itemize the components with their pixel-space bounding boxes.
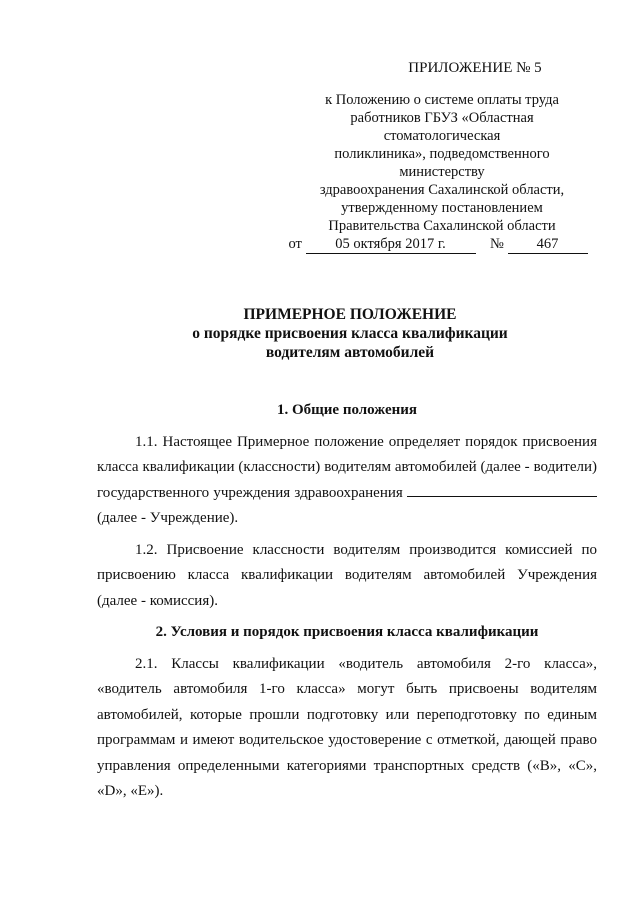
appendix-block bbox=[288, 60, 600, 254]
appendix-line: поликлиника», подведомственного министерству bbox=[334, 146, 550, 180]
document-title bbox=[0, 305, 640, 362]
paragraph-1-1-tail: (далее - Учреждение). bbox=[97, 510, 239, 526]
appendix-line: Правительства Сахалинской области bbox=[328, 218, 556, 234]
title-line-2: о порядке присвоения класса квалификации bbox=[192, 325, 508, 342]
appendix-line: работников ГБУЗ «Областная стоматологическая bbox=[350, 110, 534, 144]
blank-fill-line bbox=[407, 482, 597, 497]
number-prefix: № bbox=[490, 236, 504, 252]
appendix-line: к Положению о системе оплаты труда bbox=[325, 92, 559, 108]
paragraph-1-2: 1.2. Присвоение классности водителям производится комиссией по присвоению класса квалификации водителям автомобилей Учреждения (далее - комиссия). bbox=[97, 541, 597, 609]
number-value: 467 bbox=[508, 235, 588, 254]
paragraph-1-1 bbox=[97, 430, 597, 532]
section-2-heading: 2. Условия и порядок присвоения класса квалификации bbox=[155, 624, 539, 640]
appendix-line: утвержденному постановлением bbox=[341, 200, 543, 216]
paragraph-2-1: 2.1. Классы квалификации «водитель автомобиля 2-го класса», «водитель автомобиля 1-го класса» могут быть присвоены водителям автомобилей, которые прошли подготовку или переподготовку по единым программам и имеют водительское удостоверение с отметкой, дающей право управления определенными категориями транспортных средств («B», «C», «D», «E»). bbox=[97, 655, 597, 799]
appendix-reference bbox=[288, 91, 592, 254]
section-1-heading: 1. Общие положения bbox=[276, 402, 418, 418]
document-body bbox=[97, 398, 597, 805]
date-prefix: от bbox=[288, 236, 302, 252]
appendix-line: здравоохранения Сахалинской области, bbox=[319, 182, 565, 198]
title-line-1: ПРИМЕРНОЕ ПОЛОЖЕНИЕ bbox=[243, 306, 457, 323]
paragraph-1-1-text: 1.1. Настоящее Примерное положение определяет порядок присвоения класса квалификации (классности) водителям автомобилей (далее - водители) государственного учреждения здравоохранения bbox=[97, 433, 597, 501]
title-line-3: водителям автомобилей bbox=[265, 344, 435, 361]
appendix-date-line bbox=[284, 235, 592, 254]
date-value: 05 октября 2017 г. bbox=[306, 235, 476, 254]
appendix-title: ПРИЛОЖЕНИЕ № 5 bbox=[408, 60, 542, 76]
